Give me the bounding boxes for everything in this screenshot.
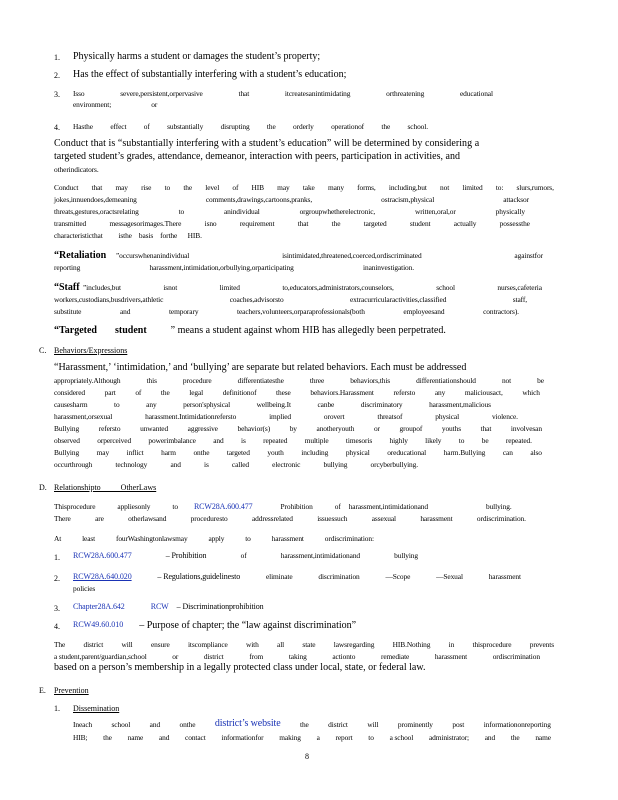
list-number: 1. (54, 704, 60, 713)
paragraph-line: Conduct that may rise to the level of HIB may take many forms, including,but not limited to: slurs,rumors, (54, 183, 554, 192)
law-item-continued: policies (73, 584, 96, 593)
list-item-text: Isso severe,persistent,orpervasive that itcreatesanintimidating orthreatening educational (73, 89, 493, 98)
list-number: 3. (54, 90, 60, 99)
rcw-link[interactable]: RCW49.60.010 (73, 620, 124, 629)
definition-targeted-student: “Targeted student ” means a student against whom HIB has allegedly been perpetrated. (54, 325, 446, 336)
list-number: 2. (54, 574, 60, 583)
paragraph-line: observed orperceived powerimbalance and is repeated multiple timesoris highly likely to be repeated. (54, 436, 532, 445)
definition-text: substitute and temporary teachers,volunteers,orparaprofessionals(both employeesand contractors). (54, 307, 519, 316)
paragraph-line: Bullying may inflict harm onthe targeted youth including physical oreducational harm.Bullying can also (54, 448, 542, 457)
section-letter: C. (39, 346, 47, 355)
paragraph-line: considered part of the legal definitionof these behaviors.Harassment refersto any maliciousact, which (54, 388, 540, 397)
subsection-title: Dissemination (73, 704, 120, 713)
list-number: 3. (54, 604, 60, 613)
paragraph-line: appropriately.Although this procedure differentiatesthe three behaviors,this differentiationshould not be (54, 376, 544, 385)
law-item: RCW49.60.010 – Purpose of chapter; the “law against discrimination” (73, 620, 357, 631)
paragraph-line: The district will ensure itscompliance with all state lawsregarding HIB.Nothing in thisprocedure prevents (54, 640, 554, 649)
definition-text: reporting harassment,intimidation,orbullying,orparticipating inaninvestigation. (54, 263, 414, 272)
section-title: Behaviors/Expressions (54, 346, 128, 355)
section-title: Relationshipto OtherLaws (54, 483, 157, 492)
district-website-link[interactable]: district’s website (214, 718, 281, 729)
law-item: RCW28A.640.020 – Regulations,guidelinesto eliminate discrimination —Scope —Sexual harassment (73, 572, 521, 581)
definition-term: “Retaliation (54, 250, 107, 261)
rcw-label[interactable]: RCW (150, 602, 169, 611)
definition-text: ”includes,but isnot limited to,educators,administrators,counselors, school nurses,cafeteria (83, 283, 542, 292)
rcw-link[interactable]: RCW28A.600.477 (73, 551, 132, 560)
paragraph-line: targeted student’s grades, attendance, demeanor, interaction with peers, participation in activities, and (54, 151, 460, 162)
list-number: 1. (54, 53, 60, 62)
list-item-text: environment; or (73, 100, 158, 109)
law-item: RCW28A.600.477 – Prohibition of harassment,intimidationand bullying (73, 551, 418, 560)
list-number: 4. (54, 622, 60, 631)
chapter-link[interactable]: Chapter28A.642 (73, 602, 125, 611)
list-number: 1. (54, 553, 60, 562)
paragraph-line: based on a person’s membership in a legally protected class under local, state, or federal law. (54, 662, 426, 673)
paragraph-line: Bullying refersto unwanted aggressive behavior(s) by anotheryouth or groupof youths that involvesan (54, 424, 542, 433)
list-number: 2. (54, 71, 60, 80)
page-number: 8 (305, 752, 309, 761)
paragraph-line: threats,gestures,oractsrelating to anindividual orgroupwhetherelectronic, written,oral,or physically (54, 207, 525, 216)
paragraph-line: At least fourWashingtonlawsmay apply to harassment ordiscrimination: (54, 534, 374, 543)
section-letter: E. (39, 686, 46, 695)
paragraph-line: harassment,orsexual harassment.Intimidationrefersto implied orovert threatsof physical violence. (54, 412, 518, 421)
list-item-text: Has the effect of substantially interfering with a student’s education; (73, 69, 347, 80)
paragraph-line: Thisprocedure appliesonly to RCW28A.600.477 Prohibition of harassment,intimidationand bullying. (54, 502, 512, 511)
paragraph-line: There are otherlawsand proceduresto addressrelated issuessuch assexual harassment ordiscrimination. (54, 514, 526, 523)
paragraph-line: jokes,innuendoes,demeaning comments,drawings,cartoons,pranks, ostracism,physical attacksor (54, 195, 529, 204)
paragraph-line: Conduct that is “substantially interfering with a student’s education” will be determined by considering a (54, 138, 480, 149)
definition-text: workers,custodians,busdrivers,athletic coaches,advisorsto extracurricularactivities,classified staff, (54, 295, 527, 304)
section-title: Prevention (54, 686, 89, 695)
paragraph-line: HIB; the name and contact informationfor making a report to a school administrator; and the name (73, 733, 551, 742)
paragraph-line: a student,parent/guardian,school or district from taking actionto remediate harassment ordiscrimination (54, 652, 540, 661)
definition-term: “Staff (54, 282, 80, 293)
paragraph-line: causesharm to any person'sphysical wellbeing.It canbe discriminatory harassment,malicious (54, 400, 491, 409)
paragraph-line: otherindicators. (54, 165, 99, 174)
paragraph-line: characteristicthat isthe basis forthe HIB. (54, 231, 202, 240)
list-item-text: Hasthe effect of substantially disrupting the orderly operationof the school. (73, 122, 428, 131)
paragraph-line: transmitted messagesorimages.There isno requirement that the targeted student actually possessthe (54, 219, 530, 228)
section-letter: D. (39, 483, 47, 492)
definition-text: ”occurswhenanindividual isintimidated,threatened,coerced,ordiscriminated againstfor (116, 251, 543, 260)
list-number: 4. (54, 123, 60, 132)
law-item: Chapter28A.642 RCW – Discriminationprohibition (73, 602, 264, 611)
paragraph-line: occurthrough technology and is called electronic bullying orcyberbullying. (54, 460, 418, 469)
paragraph-line: Ineach school and onthe district’s website the district will prominently post informationonreporting (73, 718, 551, 729)
rcw-link[interactable]: RCW28A.640.020 (73, 572, 132, 581)
list-item-text: Physically harms a student or damages the student’s property; (73, 51, 321, 62)
rcw-link[interactable]: RCW28A.600.477 (193, 502, 253, 511)
paragraph-line: “Harassment,’ ‘intimidation,’ and ‘bullying’ are separate but related behaviors. Each must be addressed (54, 362, 467, 373)
